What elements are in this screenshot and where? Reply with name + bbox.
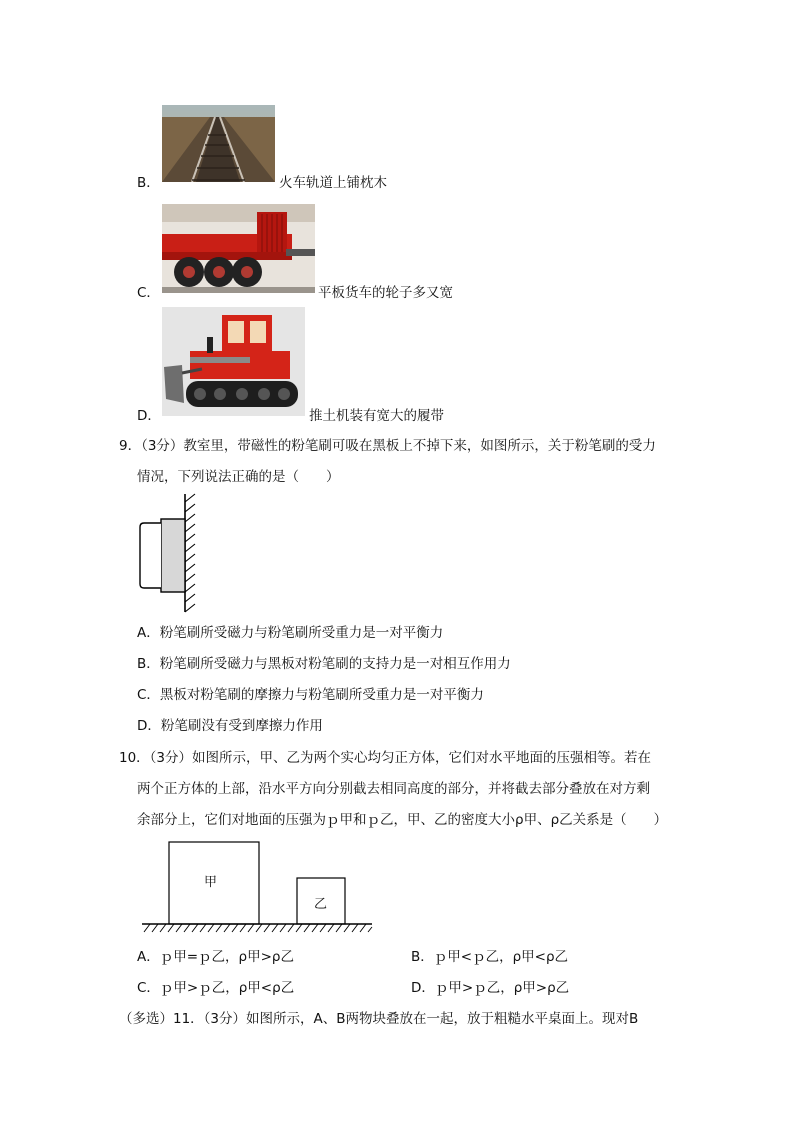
cubes-figure: [140, 838, 380, 938]
q10-option-b: B．ｐ甲<ｐ乙，ρ甲<ρ乙: [411, 949, 569, 965]
q9-stem-line1: 9．（3分）教室里，带磁性的粉笔刷可吸在黑板上不掉下来，如图所示，关于粉笔刷的受力: [119, 438, 656, 454]
flatbed-truck-photo: [162, 204, 315, 293]
option-c-letter: C．: [137, 285, 160, 301]
q10-stem-line3: 余部分上，它们对地面的压强为ｐ甲和ｐ乙，甲、乙的密度大小ρ甲、ρ乙关系是（ ）: [137, 812, 668, 828]
option-c-text: 平板货车的轮子多又宽: [318, 285, 453, 301]
option-b-letter: B．: [137, 175, 160, 191]
q10-option-a: A．ｐ甲=ｐ乙，ρ甲>ρ乙: [137, 949, 294, 965]
railway-track-photo: [162, 105, 275, 182]
block-jia-label: 甲: [204, 875, 218, 890]
option-d-letter: D．: [137, 408, 161, 424]
q9-option-a: A．粉笔刷所受磁力与粉笔刷所受重力是一对平衡力: [137, 625, 444, 641]
option-d-text: 推土机装有宽大的履带: [309, 408, 444, 424]
q9-stem-line2: 情况，下列说法正确的是（ ）: [137, 469, 340, 485]
q9-option-b: B．粉笔刷所受磁力与黑板对粉笔刷的支持力是一对相互作用力: [137, 656, 511, 672]
q10-option-d: D．ｐ甲>ｐ乙，ρ甲>ρ乙: [411, 980, 570, 996]
block-yi-label: 乙: [314, 897, 328, 912]
q9-option-c: C．黑板对粉笔刷的摩擦力与粉笔刷所受重力是一对平衡力: [137, 687, 484, 703]
q10-stem-line2: 两个正方体的上部，沿水平方向分别截去相同高度的部分，并将截去部分叠放在对方剩: [137, 781, 650, 797]
q11-stem-line1: （多选）11．（3分）如图所示，A、B两物块叠放在一起，放于粗糙水平桌面上。现对B: [119, 1011, 639, 1027]
q10-option-c: C．ｐ甲>ｐ乙，ρ甲<ρ乙: [137, 980, 295, 996]
q10-stem-line1: 10．（3分）如图所示，甲、乙为两个实心均匀正方体，它们对水平地面的压强相等。若在: [119, 750, 652, 766]
bulldozer-photo: [162, 307, 305, 416]
option-b-text: 火车轨道上铺枕木: [279, 175, 387, 191]
q9-option-d: D．粉笔刷没有受到摩擦力作用: [137, 718, 323, 734]
chalk-eraser-figure: [130, 492, 210, 616]
